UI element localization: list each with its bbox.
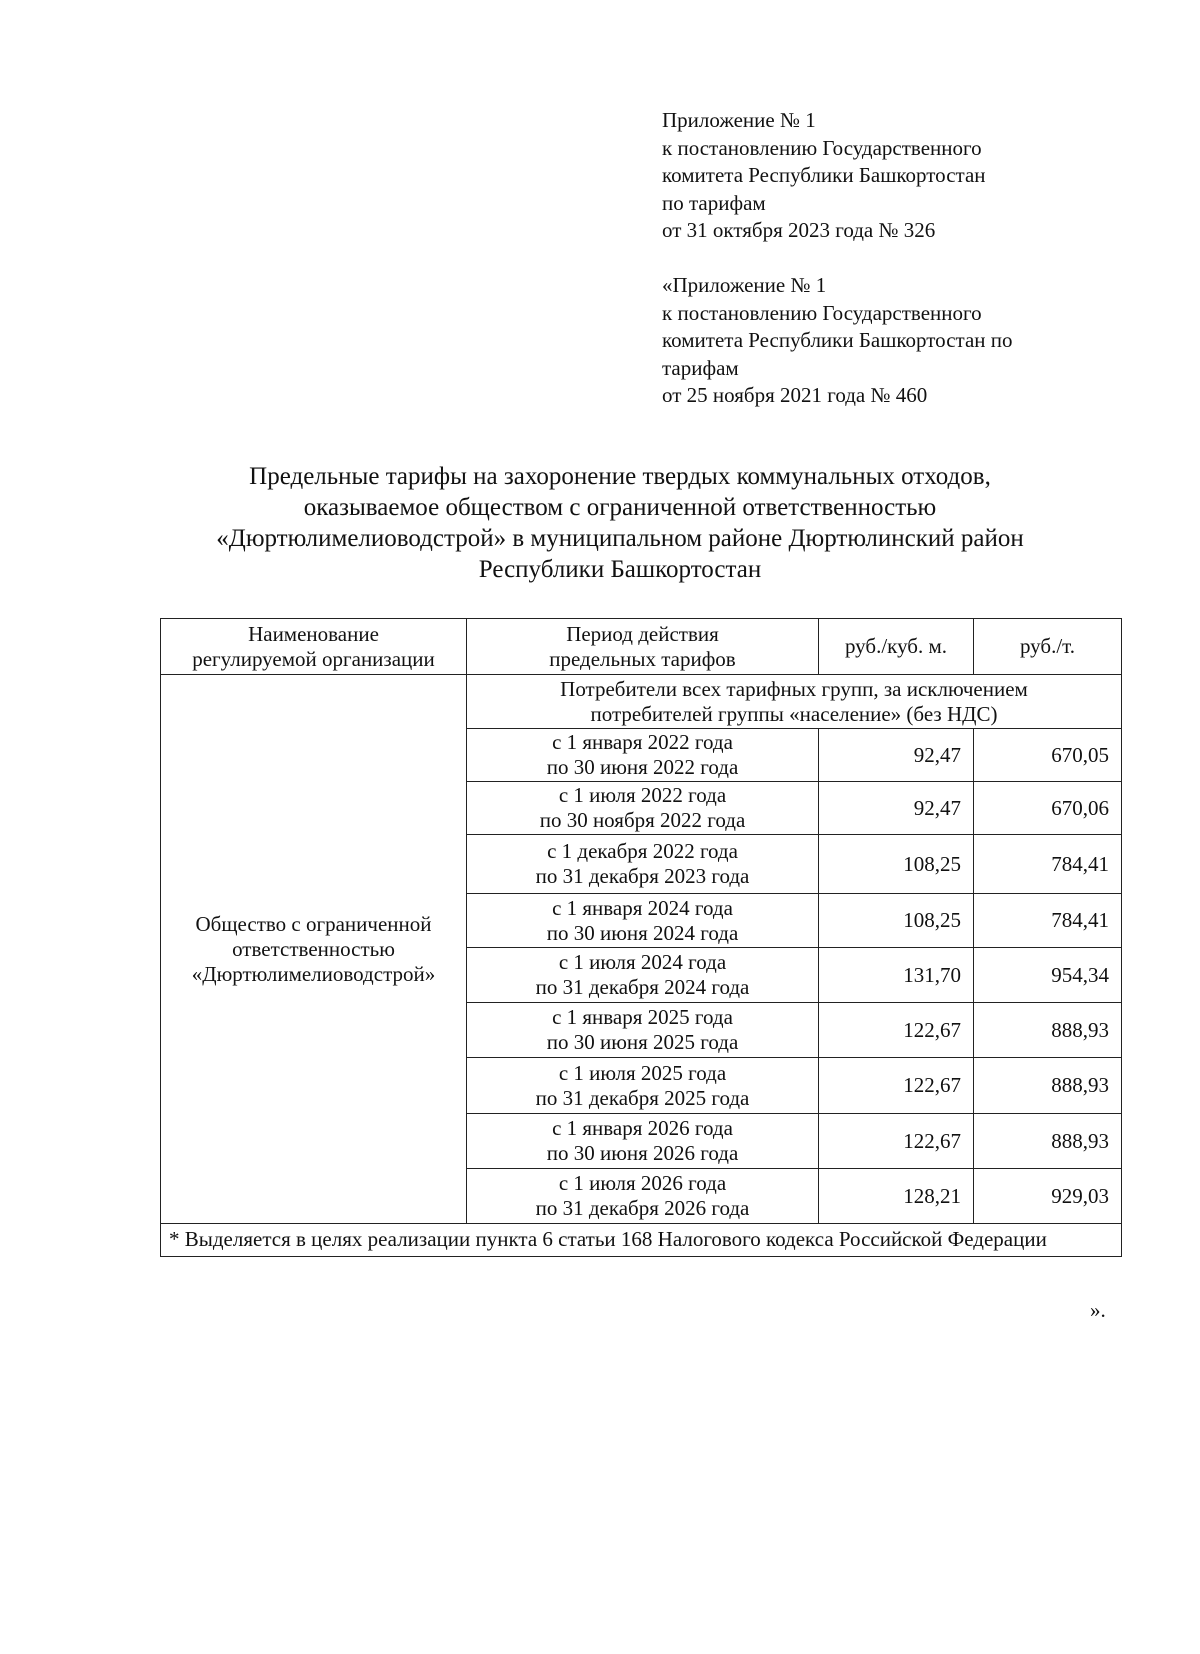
table-footnote-row (161, 1224, 1122, 1257)
period-to: по 30 июня 2024 года (546, 920, 739, 945)
footnote: * Выделяется в целях реализации пункта 6 статьи 168 Налогового кодекса Российской Федерации (161, 1224, 1122, 1257)
annex-previous-line: тарифам (662, 355, 739, 380)
price-per-m3: 128,21 (819, 1169, 974, 1224)
period-cell (467, 835, 819, 894)
annex-previous-line: от 25 ноября 2021 года № 460 (662, 383, 928, 407)
consumer-group-cell (467, 675, 1122, 729)
price-per-t: 670,06 (974, 782, 1122, 835)
annex-current-line: комитета Республики Башкортостан (662, 163, 986, 187)
period-to: по 31 декабря 2025 года (535, 1085, 750, 1110)
price-per-t: 784,41 (974, 835, 1122, 894)
period-to: по 30 июня 2026 года (546, 1141, 739, 1165)
period-from: с 1 января 2026 года (552, 1116, 733, 1140)
annex-current-line: Приложение № 1 (662, 108, 816, 132)
tariff-table (160, 618, 1122, 1257)
period-to: по 30 ноября 2022 года (539, 808, 746, 832)
header-period (467, 619, 819, 675)
period-to: по 31 декабря 2023 года (535, 864, 750, 888)
header-org-line: Наименование (248, 621, 379, 646)
price-per-t: 888,93 (974, 1058, 1122, 1114)
price-per-m3: 122,67 (819, 1003, 974, 1058)
organization-line: «Дюртюлимелиоводстрой» (191, 961, 436, 986)
period-cell (467, 1114, 819, 1169)
table-row (161, 675, 1122, 729)
document-title (150, 461, 1090, 585)
period-from: с 1 января 2022 года (552, 730, 733, 754)
period-to: по 30 июня 2022 года (546, 755, 739, 779)
annex-previous-line: комитета Республики Башкортостан по (662, 328, 1013, 352)
price-per-m3: 92,47 (819, 729, 974, 782)
price-per-t: 784,41 (974, 894, 1122, 948)
period-cell (467, 782, 819, 835)
period-cell (467, 894, 819, 948)
title-line: «Дюртюлимелиоводстрой» в муниципальном районе Дюртюлинский район (216, 525, 1024, 552)
price-per-t: 929,03 (974, 1169, 1122, 1224)
price-per-m3: 122,67 (819, 1114, 974, 1169)
price-per-t: 888,93 (974, 1003, 1122, 1058)
annex-previous-line: к постановлению Государственного (662, 300, 982, 325)
price-per-t: 954,34 (974, 948, 1122, 1003)
period-from: с 1 декабря 2022 года (547, 839, 738, 863)
period-from: с 1 июля 2026 года (558, 1171, 727, 1195)
header-period-line: Период действия (566, 621, 719, 646)
annex-current-line: к постановлению Государственного (662, 135, 982, 160)
title-line: Республики Башкортостан (478, 556, 762, 583)
period-from: с 1 июля 2025 года (558, 1060, 727, 1085)
period-to: по 31 декабря 2026 года (535, 1196, 750, 1220)
period-to: по 30 июня 2025 года (546, 1030, 739, 1054)
period-from: с 1 января 2025 года (552, 1005, 733, 1029)
header-per-m3: руб./куб. м. (819, 619, 974, 675)
price-per-m3: 122,67 (819, 1058, 974, 1114)
price-per-m3: 108,25 (819, 835, 974, 894)
period-cell (467, 1003, 819, 1058)
annex-previous-line: «Приложение № 1 (662, 273, 827, 297)
period-to: по 31 декабря 2024 года (535, 975, 750, 999)
annex-current-line: от 31 октября 2023 года № 326 (662, 218, 936, 242)
header-org (161, 619, 467, 675)
price-per-m3: 131,70 (819, 948, 974, 1003)
period-cell (467, 948, 819, 1003)
consumer-group-line: Потребители всех тарифных групп, за исключением (560, 676, 1028, 701)
organization-cell (161, 675, 467, 1224)
closing-quote-mark: ». (1090, 1298, 1106, 1322)
period-cell (467, 729, 819, 782)
price-per-t: 670,05 (974, 729, 1122, 782)
header-org-line: регулируемой организации (192, 646, 435, 671)
consumer-group-line: потребителей группы «население» (без НДС) (590, 701, 998, 726)
period-from: с 1 июля 2024 года (558, 950, 727, 974)
period-from: с 1 июля 2022 года (558, 783, 727, 807)
annex-previous-header (662, 272, 1102, 410)
annex-current-header (662, 107, 1102, 245)
table-header-row (161, 619, 1122, 675)
period-cell (467, 1169, 819, 1224)
price-per-m3: 92,47 (819, 782, 974, 835)
organization-line: ответственностью (232, 936, 395, 961)
title-line: Предельные тарифы на захоронение твердых коммунальных отходов, (249, 463, 991, 490)
title-line: оказываемое обществом с ограниченной ответственностью (303, 494, 937, 521)
period-cell (467, 1058, 819, 1114)
annex-current-line: по тарифам (662, 190, 766, 215)
header-per-t: руб./т. (974, 619, 1122, 675)
period-from: с 1 января 2024 года (552, 895, 733, 920)
price-per-m3: 108,25 (819, 894, 974, 948)
price-per-t: 888,93 (974, 1114, 1122, 1169)
organization-line: Общество с ограниченной (195, 911, 432, 936)
header-period-line: предельных тарифов (549, 646, 736, 671)
